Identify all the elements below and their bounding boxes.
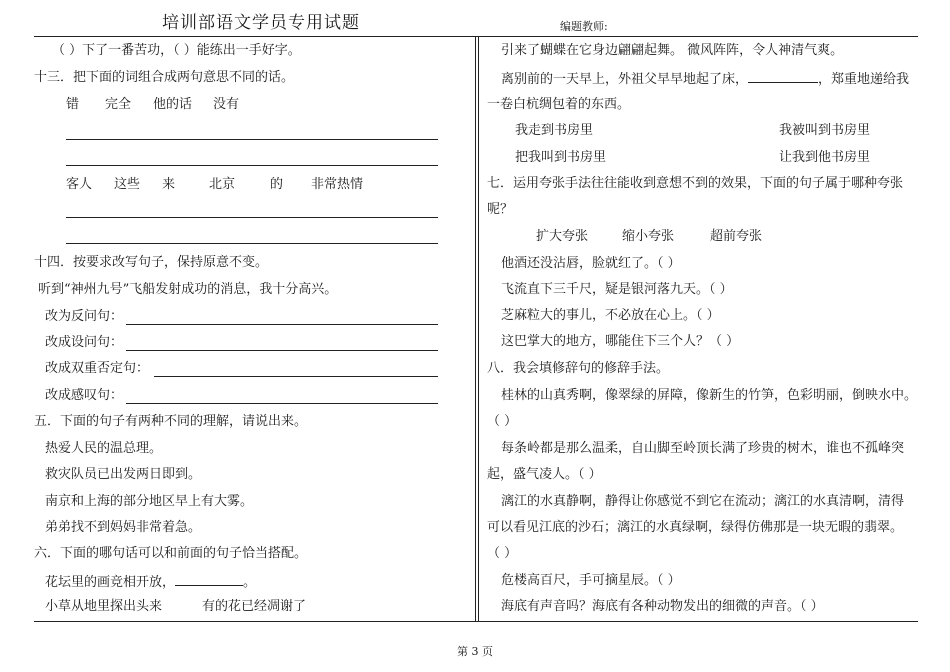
answer-line[interactable]: [66, 165, 438, 166]
q6-option-2: 有的花已经凋谢了: [202, 599, 307, 614]
q13-title: 十三．把下面的词组合成两句意思不同的话。: [34, 70, 295, 85]
q7-item: 飞流直下三千尺，疑是银河落九天。（ ）: [501, 282, 733, 297]
q13-word: 他的话: [153, 97, 193, 112]
q14-title: 十四．按要求改写句子，保持原意不变。: [34, 255, 269, 270]
q5-item: 南京和上海的部分地区早上有大雾。: [45, 494, 254, 509]
page-header-teacher: 编题教师:: [560, 20, 608, 33]
right-line-pre: 离别前的一天早上，外祖父早早地起了床，: [501, 72, 749, 87]
q5-title: 五．下面的句子有两种不同的理解，请说出来。: [34, 414, 308, 429]
q14-item-label: 改成双重否定句：: [45, 361, 150, 376]
q7-item: 这巴掌大的地方，哪能住下三个人？（ ）: [501, 334, 740, 349]
q7-title: 七．运用夸张手法往往能收到意想不到的效果，下面的句子属于哪种夸张: [487, 176, 904, 191]
column-separator-inner: [478, 36, 479, 621]
q14-item-label: 改成设问句：: [45, 335, 124, 350]
q14-sentence: 听到“神州九号”飞船发射成功的消息，我十分高兴。: [38, 282, 338, 297]
answer-line[interactable]: [126, 403, 438, 404]
q7-type: 超前夸张: [710, 229, 763, 244]
right-line: 一卷白杭绸包着的东西。: [487, 97, 631, 112]
choice-option: 我被叫到书房里: [779, 123, 871, 138]
q6-blank[interactable]: [175, 573, 243, 586]
q7-type: 缩小夸张: [622, 229, 675, 244]
q7-type: 扩大夸张: [536, 229, 589, 244]
q8-answer: （ ）: [487, 546, 518, 561]
q7-title-cont: 呢？: [487, 202, 514, 217]
q5-item: 弟弟找不到妈妈非常着急。: [45, 520, 202, 535]
right-blank[interactable]: [748, 70, 818, 83]
answer-line[interactable]: [126, 350, 438, 351]
q8-answer: （ ）: [487, 414, 518, 429]
q13-word: 没有: [213, 97, 240, 112]
right-line-post: ，郑重地递给我: [818, 72, 910, 87]
q14-item-label: 改成感叹句：: [45, 388, 124, 403]
q6-sentence: [45, 573, 256, 591]
bottom-rule: [34, 621, 918, 622]
q8-title: 八．我会填修辞句的修辞手法。: [487, 361, 670, 376]
q8-paragraph: 每条岭都是那么温柔，自山脚至岭顶长满了珍贵的树木，谁也不孤峰突: [501, 441, 905, 456]
q8-paragraph: 桂林的山真秀啊，像翠绿的屏障，像新生的竹笋，色彩明丽，倒映水中。: [501, 388, 918, 403]
choice-option: 我走到书房里: [515, 123, 594, 138]
right-line: 引来了蝴蝶在它身边翩翩起舞。 微风阵阵，令人神清气爽。: [501, 43, 844, 58]
q14-item-label: 改为反问句：: [45, 309, 124, 324]
answer-line[interactable]: [66, 217, 438, 218]
q6-sentence-pre: 花坛里的画竞相开放，: [45, 575, 176, 590]
q5-item: 热爱人民的温总理。: [45, 441, 163, 456]
q13-word: 错: [66, 97, 80, 112]
q13-word: 来: [162, 177, 176, 192]
q13-word: 客人: [66, 177, 93, 192]
page-header-title: 培训部语文学员专用试题: [162, 13, 360, 33]
q13-word: 完全: [105, 97, 132, 112]
left-top-line: （ ）下了一番苦功，（ ）能练出一手好字。: [52, 43, 301, 58]
q13-word: 这些: [114, 177, 141, 192]
q8-paragraph: 危楼高百尺，手可摘星辰。（ ）: [501, 573, 681, 588]
q8-paragraph: 起，盛气凌人。（ ）: [487, 467, 602, 482]
header-rule: [34, 36, 918, 37]
q5-item: 救灾队员已出发两日即到。: [45, 467, 202, 482]
q7-item: 他酒还没沾唇，脸就红了。（ ）: [501, 256, 681, 271]
answer-line[interactable]: [66, 243, 438, 244]
q13-word: 北京: [209, 177, 236, 192]
q8-paragraph: 漓江的水真静啊，静得让你感觉不到它在流动；漓江的水真清啊，清得: [501, 494, 905, 509]
choice-option: 让我到他书房里: [779, 150, 871, 165]
answer-line[interactable]: [66, 139, 438, 140]
page-number: 第 3 页: [457, 645, 493, 658]
answer-line[interactable]: [154, 376, 438, 377]
q6-option-1: 小草从地里探出头来: [45, 599, 163, 614]
right-line: [501, 70, 909, 88]
q8-paragraph: 可以看见江底的沙石；漓江的水真绿啊，绿得仿佛那是一块无暇的翡翠。: [487, 520, 904, 535]
q13-word: 非常热情: [311, 177, 364, 192]
q6-title: 六．下面的哪句话可以和前面的句子恰当搭配。: [34, 546, 308, 561]
q13-word: 的: [270, 177, 284, 192]
choice-option: 把我叫到书房里: [515, 150, 607, 165]
q7-item: 芝麻粒大的事儿，不必放在心上。（ ）: [501, 308, 720, 323]
q6-sentence-post: 。: [243, 575, 257, 590]
q8-paragraph: 海底有声音吗？海底有各种动物发出的细微的声音。（ ）: [501, 599, 824, 614]
answer-line[interactable]: [126, 324, 438, 325]
column-separator: [475, 36, 476, 621]
